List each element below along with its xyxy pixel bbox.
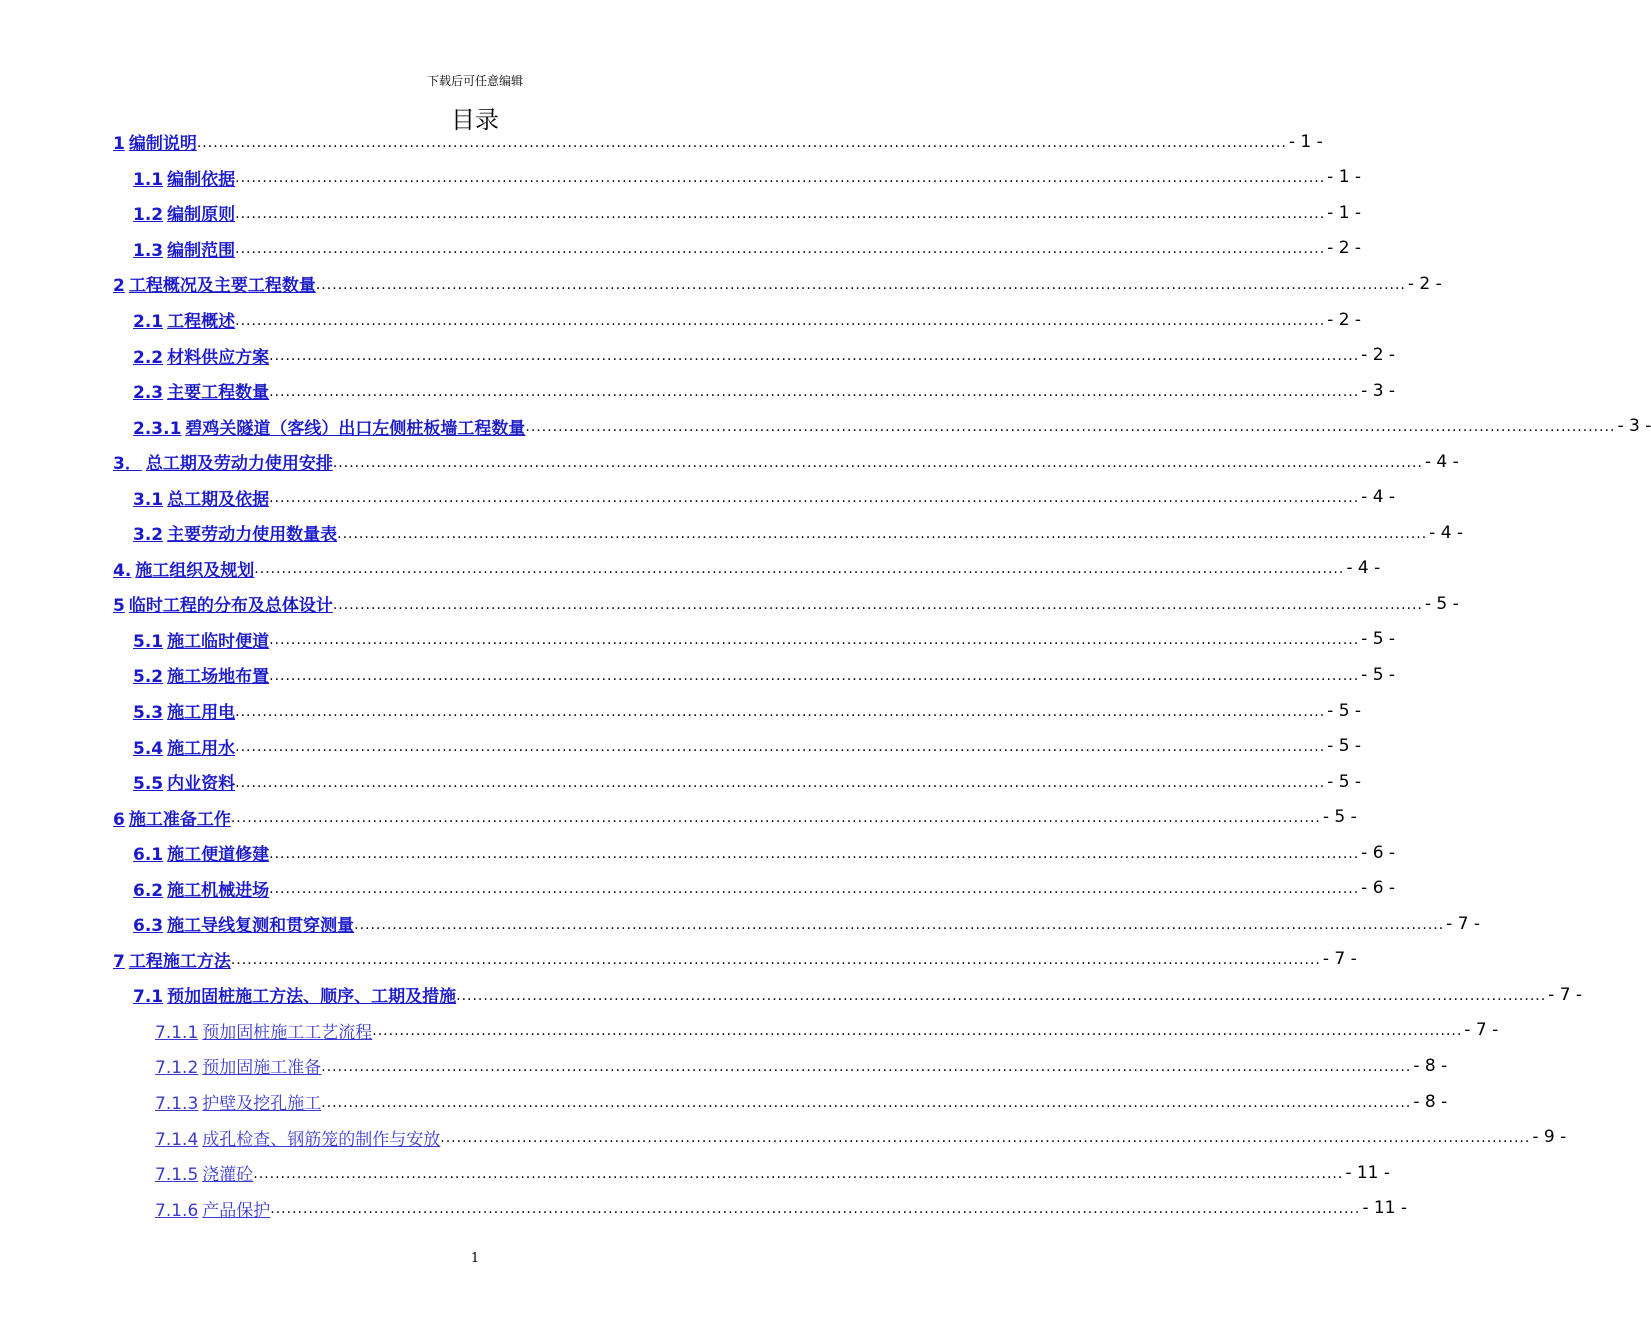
toc-entry-number: 7.1.5: [155, 1165, 199, 1186]
toc-entry-number: 7.1.1: [155, 1022, 199, 1043]
toc-entry-label: 工程概述: [167, 312, 236, 332]
toc-entry-number: 7.1.4: [155, 1129, 199, 1150]
toc-entry: [113, 231, 1362, 267]
toc-entry-number: 3.1: [133, 489, 164, 510]
toc-leader-dots: ........................................................................................................................................................................................................: [270, 1201, 1361, 1218]
toc-entry-label: 内业资料: [167, 774, 236, 795]
toc-entry-number: 3．: [113, 454, 142, 475]
toc-entry: [113, 835, 1396, 871]
toc-entry: [113, 1048, 1448, 1084]
toc-entry-number: 6: [113, 809, 125, 830]
toc-page-number: - 2 -: [1361, 345, 1396, 366]
toc-entry-number: 5.4: [133, 738, 164, 759]
toc-entry-number: 5.2: [133, 667, 164, 688]
toc-entry-label: 施工组织及规划: [135, 560, 255, 581]
toc-entry: [113, 1190, 1408, 1226]
toc-page-number: - 8 -: [1413, 1055, 1448, 1076]
toc-entry-number: 7.1.6: [155, 1200, 199, 1221]
toc-entry-number: 7.1.2: [155, 1058, 199, 1079]
toc-leader-dots: ........................................................................................................................................................................................................: [269, 667, 1360, 684]
toc-link[interactable]: [133, 520, 337, 545]
toc-link[interactable]: [113, 129, 197, 154]
table-of-contents: [113, 124, 1651, 1226]
toc-leader-dots: ........................................................................................................................................................................................................: [235, 739, 1326, 756]
toc-entry-label: 临时工程的分布及总体设计: [128, 596, 333, 617]
toc-entry-label: 施工用水: [167, 738, 236, 759]
toc-entry-label: 施工用电: [167, 703, 236, 724]
toc-entry-number: 1: [113, 134, 125, 155]
toc-entry-label: 工程概况及主要工程数量: [128, 276, 316, 297]
toc-link[interactable]: [113, 591, 333, 616]
toc-entry: [113, 302, 1362, 338]
toc-leader-dots: ........................................................................................................................................................................................................: [525, 419, 1616, 436]
toc-entry: [113, 195, 1362, 231]
toc-leader-dots: ........................................................................................................................................................................................................: [235, 241, 1326, 258]
toc-leader-dots: ........................................................................................................................................................................................................: [269, 383, 1360, 400]
toc-entry-number: 5.3: [133, 703, 164, 724]
toc-entry-label: 编制原则: [167, 205, 236, 226]
toc-link[interactable]: [155, 1089, 321, 1114]
toc-page-number: - 4 -: [1424, 451, 1459, 472]
toc-link[interactable]: [133, 734, 235, 759]
toc-entry: [113, 799, 1357, 835]
toc-entry-number: 6.1: [133, 845, 164, 866]
toc-entry: [113, 1013, 1499, 1049]
toc-entry-label: 预加固桩施工方法、顺序、工期及措施: [167, 987, 457, 1008]
toc-link[interactable]: [155, 1160, 253, 1185]
toc-leader-dots: ........................................................................................................................................................................................................: [372, 1023, 1463, 1040]
toc-link[interactable]: [133, 343, 269, 368]
toc-entry-label: 碧鸡关隧道（客线）出口左侧桩板墙工程数量: [185, 418, 526, 439]
toc-leader-dots: ........................................................................................................................................................................................................: [235, 774, 1326, 791]
toc-entry-label: 施工机械进场: [167, 880, 270, 901]
toc-page-number: - 5 -: [1424, 593, 1459, 614]
toc-entry: [113, 693, 1362, 729]
toc-entry: [113, 1119, 1567, 1155]
toc-link[interactable]: [133, 307, 235, 332]
toc-entry-number: 4.: [113, 560, 132, 581]
toc-entry-label: 浇灌砼: [202, 1165, 254, 1186]
toc-leader-dots: ........................................................................................................................................................................................................: [321, 1058, 1412, 1075]
toc-link[interactable]: [133, 627, 269, 652]
toc-entry-label: 编制范围: [167, 240, 236, 261]
toc-page-number: - 1 -: [1327, 202, 1362, 223]
toc-entry: [113, 764, 1362, 800]
toc-leader-dots: ........................................................................................................................................................................................................: [235, 170, 1326, 187]
toc-leader-dots: ........................................................................................................................................................................................................: [269, 881, 1360, 898]
toc-page-number: - 1 -: [1288, 131, 1323, 152]
toc-link[interactable]: [133, 165, 235, 190]
toc-entry: [113, 942, 1357, 978]
toc-page-number: - 11 -: [1345, 1162, 1391, 1183]
toc-entry-number: 2.1: [133, 312, 164, 332]
toc-page-number: - 5 -: [1361, 664, 1396, 685]
toc-entry-number: 2.3.1: [133, 418, 182, 439]
toc-entry-label: 预加固施工准备: [202, 1058, 322, 1079]
toc-link[interactable]: [133, 982, 456, 1007]
toc-link[interactable]: [133, 876, 269, 901]
toc-entry-label: 主要劳动力使用数量表: [167, 525, 338, 546]
toc-entry: [113, 977, 1583, 1013]
toc-entry: [113, 160, 1362, 196]
toc-entry: [113, 551, 1381, 587]
toc-leader-dots: ........................................................................................................................................................................................................: [332, 596, 1423, 613]
toc-page-number: - 5 -: [1322, 807, 1357, 828]
toc-leader-dots: ........................................................................................................................................................................................................: [315, 276, 1406, 293]
toc-entry-label: 施工场地布置: [167, 667, 270, 688]
toc-entry-number: 3.2: [133, 525, 164, 546]
toc-entry: [113, 124, 1323, 160]
toc-leader-dots: ........................................................................................................................................................................................................: [456, 987, 1547, 1004]
toc-page-number: - 5 -: [1361, 629, 1396, 650]
toc-entry-label: 编制依据: [167, 169, 236, 190]
toc-entry-label: 编制说明: [128, 134, 197, 155]
toc-leader-dots: ........................................................................................................................................................................................................: [269, 845, 1360, 862]
toc-entry-label: 成孔检查、钢筋笼的制作与安放: [202, 1129, 441, 1150]
toc-entry-number: 2: [113, 276, 125, 297]
toc-entry-number: 1.3: [133, 240, 164, 261]
toc-entry-label: 总工期及依据: [167, 489, 270, 510]
toc-link[interactable]: [133, 662, 269, 687]
toc-link[interactable]: [133, 378, 269, 403]
toc-page-number: - 4 -: [1429, 522, 1464, 543]
toc-entry: [113, 337, 1396, 373]
toc-leader-dots: ........................................................................................................................................................................................................: [337, 525, 1428, 542]
toc-link[interactable]: [113, 947, 231, 972]
toc-link[interactable]: [113, 805, 231, 830]
toc-link[interactable]: [133, 236, 235, 261]
toc-entry: [113, 444, 1459, 480]
toc-page-number: - 5 -: [1327, 771, 1362, 792]
toc-link[interactable]: [133, 200, 235, 225]
toc-entry-label: 施工便道修建: [167, 845, 270, 866]
toc-link[interactable]: [133, 485, 269, 510]
toc-entry: [113, 266, 1442, 302]
toc-page-number: - 1 -: [1327, 167, 1362, 188]
toc-leader-dots: ........................................................................................................................................................................................................: [230, 810, 1321, 827]
toc-entry-number: 7: [113, 951, 125, 972]
toc-entry-label: 总工期及劳动力使用安排: [145, 454, 333, 475]
toc-page-number: - 2 -: [1327, 309, 1362, 330]
toc-entry-number: 7.1.3: [155, 1094, 199, 1115]
toc-entry-label: 主要工程数量: [167, 383, 270, 404]
toc-entry-number: 5.1: [133, 631, 164, 652]
toc-entry: [113, 622, 1396, 658]
toc-leader-dots: ........................................................................................................................................................................................................: [235, 312, 1326, 329]
toc-leader-dots: ........................................................................................................................................................................................................: [440, 1130, 1531, 1147]
toc-leader-dots: ........................................................................................................................................................................................................: [235, 205, 1326, 222]
toc-link[interactable]: [133, 414, 525, 439]
toc-entry-label: 施工临时便道: [167, 631, 270, 652]
toc-link[interactable]: [155, 1018, 372, 1043]
toc-link[interactable]: [113, 556, 254, 581]
toc-entry-label: 工程施工方法: [128, 951, 231, 972]
toc-page-number: - 7 -: [1548, 984, 1583, 1005]
toc-entry: [113, 1084, 1448, 1120]
toc-link[interactable]: [113, 271, 316, 296]
toc-entry: [113, 479, 1396, 515]
toc-entry-label: 施工准备工作: [128, 809, 231, 830]
toc-entry: [113, 373, 1396, 409]
toc-page-number: - 7 -: [1464, 1020, 1499, 1041]
toc-page-number: - 7 -: [1446, 913, 1481, 934]
toc-entry: [113, 657, 1396, 693]
toc-page-number: - 7 -: [1322, 949, 1357, 970]
toc-entry-number: 2.3: [133, 383, 164, 404]
toc-link[interactable]: [113, 449, 333, 474]
toc-leader-dots: ........................................................................................................................................................................................................: [196, 134, 1287, 151]
toc-entry: [113, 586, 1459, 622]
toc-link[interactable]: [155, 1196, 270, 1221]
toc-link[interactable]: [133, 840, 269, 865]
toc-entry-label: 施工导线复测和贯穿测量: [167, 916, 355, 937]
toc-leader-dots: ........................................................................................................................................................................................................: [235, 703, 1326, 720]
toc-page-number: - 8 -: [1413, 1091, 1448, 1112]
toc-leader-dots: ........................................................................................................................................................................................................: [269, 348, 1360, 365]
toc-entry: [113, 906, 1481, 942]
toc-entry-number: 1.2: [133, 205, 164, 226]
toc-entry-number: 5.5: [133, 774, 164, 795]
toc-leader-dots: ........................................................................................................................................................................................................: [321, 1094, 1412, 1111]
toc-page-number: - 5 -: [1327, 700, 1362, 721]
toc-leader-dots: ........................................................................................................................................................................................................: [253, 1165, 1344, 1182]
toc-entry-number: 2.2: [133, 347, 164, 368]
toc-entry: [113, 1155, 1391, 1191]
toc-entry-label: 材料供应方案: [167, 347, 270, 368]
toc-page-number: - 2 -: [1407, 273, 1442, 294]
toc-page-number: - 3 -: [1617, 416, 1651, 437]
toc-entry-number: 1.1: [133, 169, 164, 190]
toc-entry-label: 护壁及挖孔施工: [202, 1094, 322, 1115]
toc-leader-dots: ........................................................................................................................................................................................................: [230, 952, 1321, 969]
toc-page-number: - 4 -: [1346, 558, 1381, 579]
toc-entry-label: 预加固桩施工工艺流程: [202, 1022, 373, 1043]
toc-page-number: - 3 -: [1361, 380, 1396, 401]
toc-leader-dots: ........................................................................................................................................................................................................: [332, 454, 1423, 471]
toc-link[interactable]: [155, 1053, 321, 1078]
toc-entry: [113, 870, 1396, 906]
toc-entry: [113, 728, 1362, 764]
toc-leader-dots: ........................................................................................................................................................................................................: [354, 916, 1445, 933]
toc-page-number: - 2 -: [1327, 238, 1362, 259]
toc-leader-dots: ........................................................................................................................................................................................................: [269, 632, 1360, 649]
toc-entry-number: 6.3: [133, 916, 164, 937]
toc-link[interactable]: [133, 698, 235, 723]
toc-leader-dots: ........................................................................................................................................................................................................: [254, 561, 1345, 578]
toc-page-number: - 6 -: [1361, 842, 1396, 863]
toc-entry: [113, 515, 1464, 551]
toc-page-number: - 6 -: [1361, 878, 1396, 899]
toc-page-number: - 9 -: [1532, 1127, 1567, 1148]
toc-link[interactable]: [133, 769, 235, 794]
toc-entry-number: 5: [113, 596, 125, 617]
toc-entry-number: 6.2: [133, 880, 164, 901]
page-header: 下载后可任意编辑: [426, 74, 523, 88]
toc-entry-number: 7.1: [133, 987, 164, 1008]
toc-page-number: - 4 -: [1361, 487, 1396, 508]
toc-link[interactable]: [133, 911, 354, 936]
toc-leader-dots: ........................................................................................................................................................................................................: [269, 490, 1360, 507]
toc-entry-label: 产品保护: [202, 1200, 271, 1221]
page-number: 1: [470, 1251, 480, 1266]
toc-link[interactable]: [155, 1125, 440, 1150]
toc-page-number: - 5 -: [1327, 736, 1362, 757]
toc-page-number: - 11 -: [1362, 1198, 1408, 1219]
toc-title: 目录: [451, 106, 499, 134]
toc-entry: [113, 408, 1651, 444]
